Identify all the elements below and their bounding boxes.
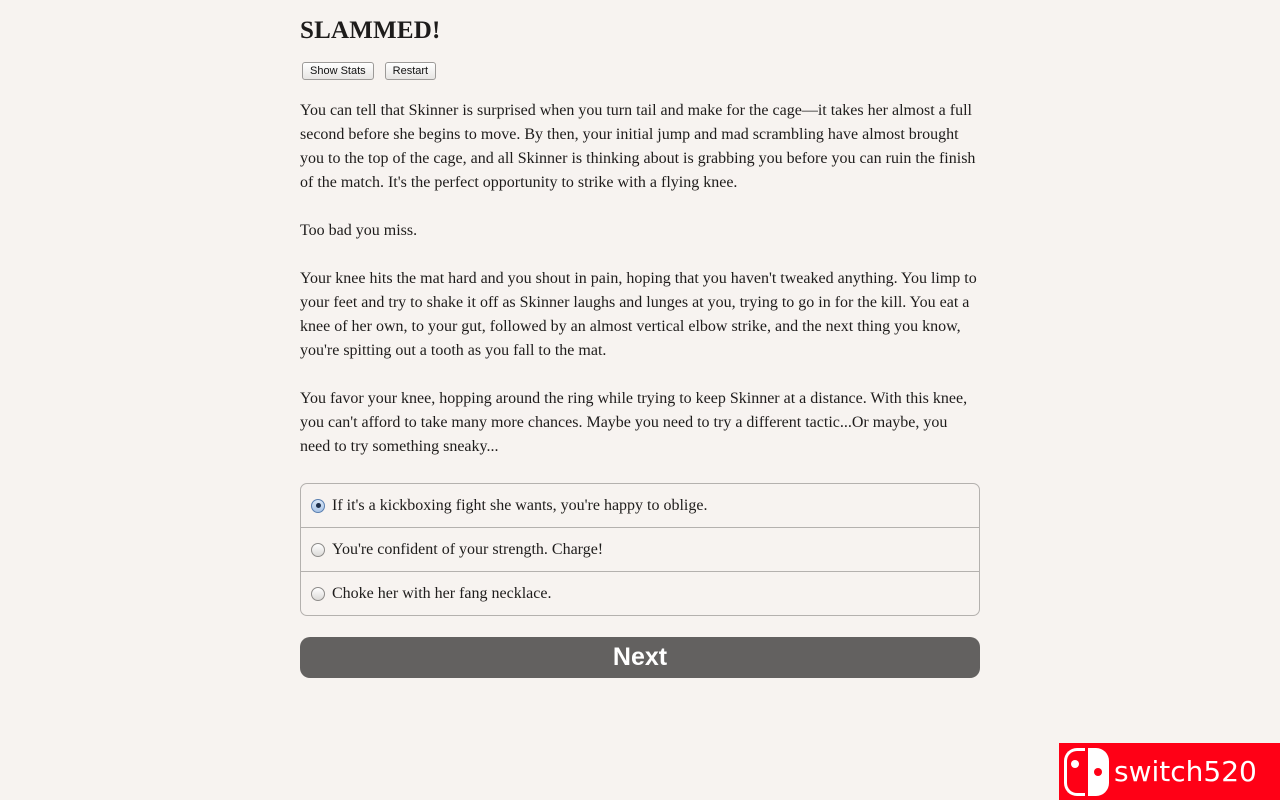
game-page xyxy=(300,0,980,678)
story-text xyxy=(300,99,980,459)
radio-selected-icon[interactable] xyxy=(311,499,325,513)
choice-option-2[interactable] xyxy=(301,527,979,571)
story-paragraph: Too bad you miss. xyxy=(300,222,418,239)
choice-list xyxy=(300,483,980,616)
story-paragraph: Your knee hits the mat hard and you shout in pain, hoping that you haven't tweaked anything. You limp to your feet and try to shake it off as Skinner laughs and lunges at you, trying to go in for the kill. You eat a knee of her own, to your gut, followed by an almost vertical elbow strike, and the next thing you know, you're spitting out a tooth as you fall to the mat. xyxy=(300,270,977,359)
choice-option-1[interactable] xyxy=(301,484,979,527)
next-button[interactable]: Next xyxy=(300,637,980,678)
toolbar xyxy=(300,62,980,82)
show-stats-button[interactable]: Show Stats xyxy=(302,62,374,80)
radio-unselected-icon[interactable] xyxy=(311,587,325,601)
switch-logo-icon xyxy=(1064,748,1109,796)
story-paragraph: You can tell that Skinner is surprised when you turn tail and make for the cage—it takes her almost a full second before she begins to move. By then, your initial jump and mad scrambling have almost brought you to the top of the cage, and all Skinner is thinking about is grabbing you before you can ruin the finish of the match. It's the perfect opportunity to strike with a flying knee. xyxy=(300,102,976,191)
choice-option-3[interactable] xyxy=(301,571,979,615)
restart-button[interactable]: Restart xyxy=(385,62,436,80)
watermark xyxy=(1059,743,1280,800)
radio-unselected-icon[interactable] xyxy=(311,543,325,557)
choice-label: You're confident of your strength. Charge! xyxy=(332,540,604,558)
choice-label: Choke her with her fang necklace. xyxy=(332,584,552,602)
page-title: SLAMMED! xyxy=(300,17,441,44)
story-paragraph: You favor your knee, hopping around the ring while trying to keep Skinner at a distance. With this knee, you can't afford to take many more chances. Maybe you need to try a different tactic...Or maybe, you need to try something sneaky... xyxy=(300,390,968,455)
watermark-text: switch520 xyxy=(1114,755,1257,788)
choice-label: If it's a kickboxing fight she wants, you're happy to oblige. xyxy=(332,496,708,514)
